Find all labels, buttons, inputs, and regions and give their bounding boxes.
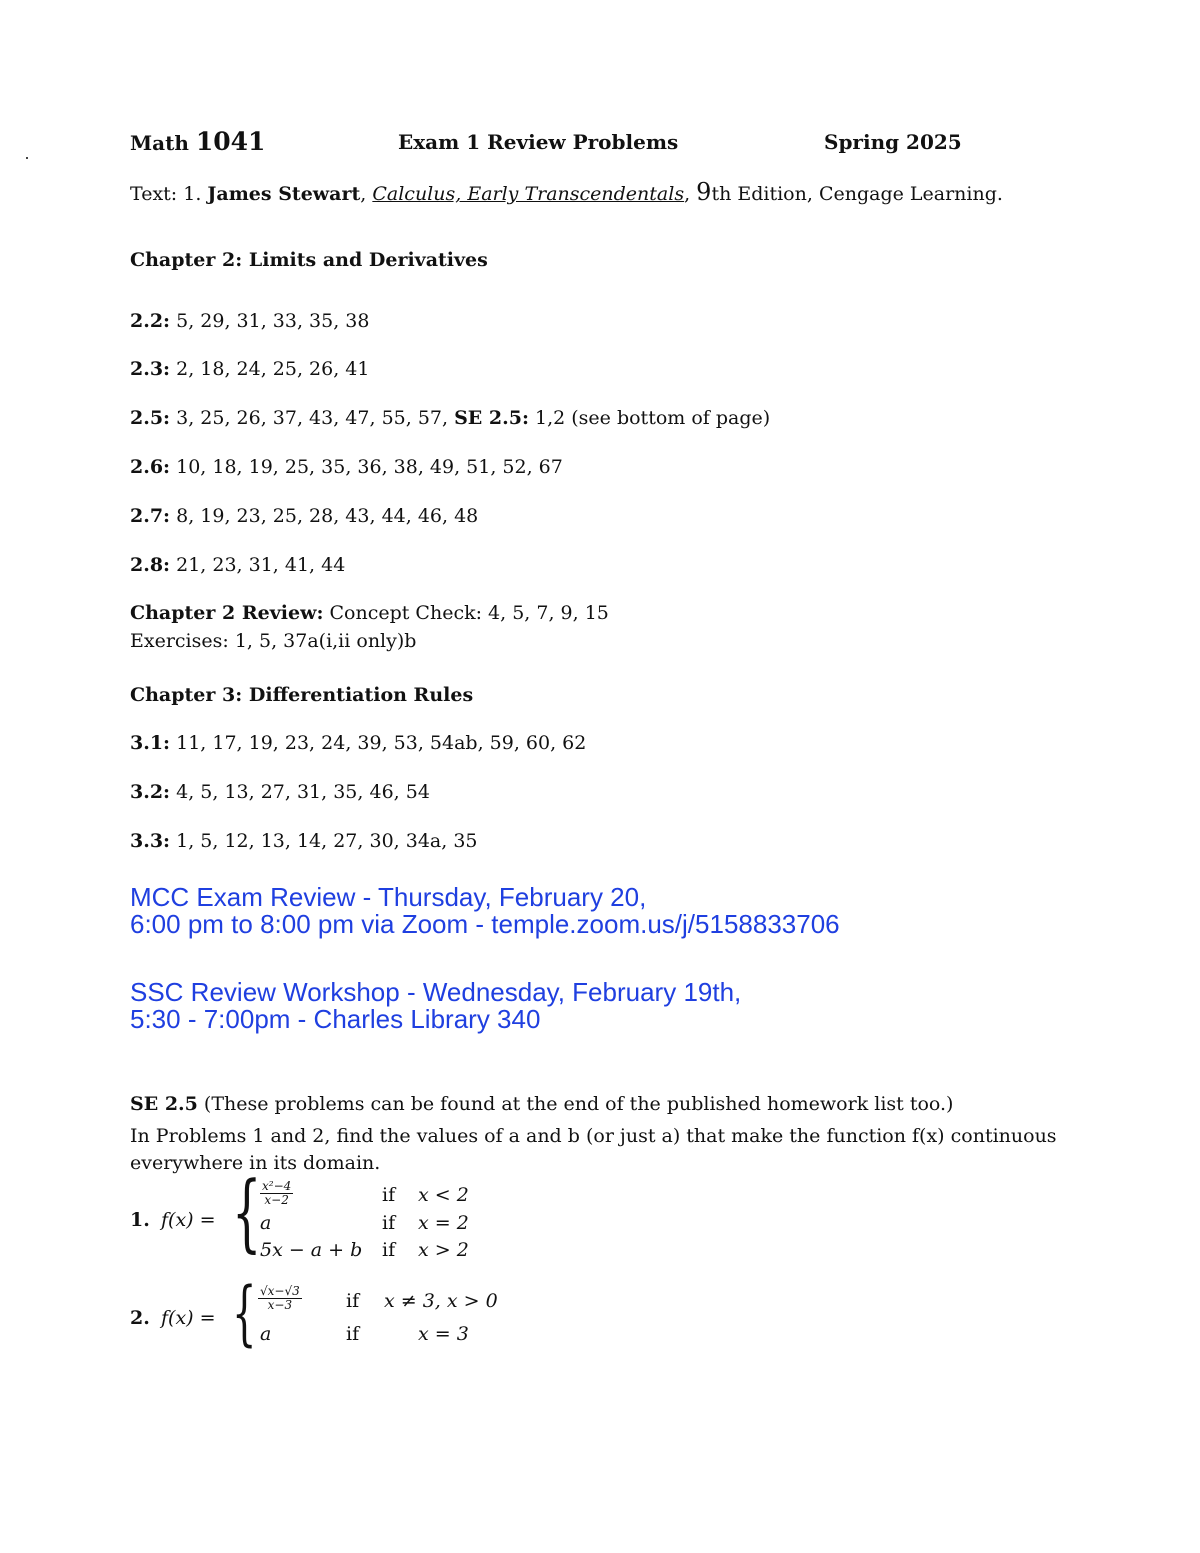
section-row	[130, 781, 430, 803]
problem1-case3-if: if	[382, 1239, 396, 1261]
chapter2-heading: Chapter 2: Limits and Derivatives	[130, 249, 488, 271]
section-label: 2.5:	[130, 407, 171, 429]
ssc-workshop-line2: 5:30 - 7:00pm - Charles Library 340	[130, 1004, 541, 1034]
problem1-lhs: f(x) =	[161, 1209, 216, 1231]
problem2-case2-expr: a	[260, 1323, 272, 1345]
fraction-denominator: x−2	[264, 1193, 289, 1207]
problem1-fraction	[260, 1180, 293, 1207]
problem2-number: 2.	[130, 1307, 150, 1329]
problem2-case2-if: if	[346, 1323, 360, 1345]
section-row	[130, 358, 370, 380]
problem1-case2-cond: x = 2	[418, 1212, 469, 1234]
problem1-number: 1.	[130, 1209, 150, 1231]
chapter2-review	[130, 602, 609, 624]
problem2-case1-cond: x ≠ 3, x > 0	[384, 1290, 498, 1312]
se25-label: SE 2.5	[130, 1093, 198, 1115]
section-row	[130, 505, 478, 527]
problem1-case1-if: if	[382, 1184, 396, 1206]
section-problems: 8, 19, 23, 25, 28, 43, 44, 46, 48	[170, 505, 479, 527]
page-title: Exam 1 Review Problems	[398, 130, 679, 154]
problem1-case2-if: if	[382, 1212, 396, 1234]
section-problems: 21, 23, 31, 41, 44	[170, 554, 346, 576]
section-label: 2.6:	[130, 456, 171, 478]
course-prefix: Math	[130, 131, 196, 155]
problem2-case2-cond: x = 3	[418, 1323, 469, 1345]
review-concept-check: Concept Check: 4, 5, 7, 9, 15	[323, 602, 609, 624]
fraction-numerator: x²−4	[262, 1179, 292, 1193]
problem2-fraction	[258, 1285, 302, 1312]
section-extra: 1,2 (see bottom of page)	[528, 407, 771, 429]
textbook-prefix: Text: 1.	[130, 183, 208, 205]
problem2-case1-expr	[258, 1285, 302, 1312]
section-row	[130, 830, 478, 852]
se25-note: (These problems can be found at the end of the published homework list too.)	[197, 1093, 954, 1115]
section-label: 3.1:	[130, 732, 171, 754]
textbook-title: Calculus, Early Transcendentals	[372, 183, 685, 205]
textbook-edition-number: 9	[696, 178, 712, 206]
section-row	[130, 310, 370, 332]
problem1-case2-expr: a	[260, 1212, 272, 1234]
problem1-case1-cond: x < 2	[418, 1184, 469, 1206]
textbook-sep: ,	[684, 183, 697, 205]
section-label: 2.2:	[130, 310, 171, 332]
term-label: Spring 2025	[824, 130, 962, 154]
problem2-case1-if: if	[346, 1290, 360, 1312]
section-problems: 4, 5, 13, 27, 31, 35, 46, 54	[170, 781, 430, 803]
section-label: 2.8:	[130, 554, 171, 576]
section-problems: 10, 18, 19, 25, 35, 36, 38, 49, 51, 52, 67	[170, 456, 563, 478]
section-row	[130, 456, 563, 478]
section-problems: 5, 29, 31, 33, 35, 38	[170, 310, 370, 332]
review-exercises: Exercises: 1, 5, 37a(i,ii only)b	[130, 630, 417, 652]
ssc-workshop-line1: SSC Review Workshop - Wednesday, February 19th,	[130, 977, 742, 1007]
section-label: 2.3:	[130, 358, 171, 380]
section-row	[130, 407, 770, 429]
course-label	[130, 127, 265, 156]
section-label: 2.7:	[130, 505, 171, 527]
se25-instructions-line1: In Problems 1 and 2, find the values of a and b (or just a) that make the function f(x) continuous	[130, 1125, 1057, 1147]
problem2-lhs: f(x) =	[161, 1307, 216, 1329]
textbook-sep: ,	[360, 183, 373, 205]
textbook-author: James Stewart	[207, 183, 361, 205]
margin-dot	[26, 157, 28, 159]
problem2-brace: {	[232, 1272, 257, 1354]
problem1-brace: {	[232, 1163, 262, 1261]
fraction-denominator: x−3	[267, 1298, 293, 1312]
course-number: 1041	[195, 127, 266, 156]
mcc-review-zoom-link[interactable]: 6:00 pm to 8:00 pm via Zoom - temple.zoom.us/j/5158833706	[130, 909, 840, 939]
se25-heading	[130, 1093, 953, 1115]
section-label: 3.2:	[130, 781, 171, 803]
fraction-numerator: √x−√3	[260, 1284, 300, 1298]
textbook-edition: th Edition, Cengage Learning.	[711, 183, 1003, 205]
section-row	[130, 554, 345, 576]
section-row	[130, 732, 586, 754]
review-label: Chapter 2 Review:	[130, 602, 324, 624]
chapter3-heading: Chapter 3: Differentiation Rules	[130, 684, 474, 706]
problem1-case3-cond: x > 2	[418, 1239, 469, 1261]
problem1-case3-expr: 5x − a + b	[260, 1239, 363, 1261]
section-label: 3.3:	[130, 830, 171, 852]
section-problems: 3, 25, 26, 37, 43, 47, 55, 57,	[170, 407, 455, 429]
textbook-line	[130, 178, 1003, 206]
section-problems: 1, 5, 12, 13, 14, 27, 30, 34a, 35	[170, 830, 478, 852]
problem1-case1-expr	[260, 1180, 293, 1207]
section-problems: 11, 17, 19, 23, 24, 39, 53, 54ab, 59, 60, 62	[170, 732, 587, 754]
se25-instructions-line2: everywhere in its domain.	[130, 1152, 381, 1174]
mcc-review-line1: MCC Exam Review - Thursday, February 20,	[130, 882, 647, 912]
section-problems: 2, 18, 24, 25, 26, 41	[170, 358, 370, 380]
section-extra-label: SE 2.5:	[454, 407, 529, 429]
